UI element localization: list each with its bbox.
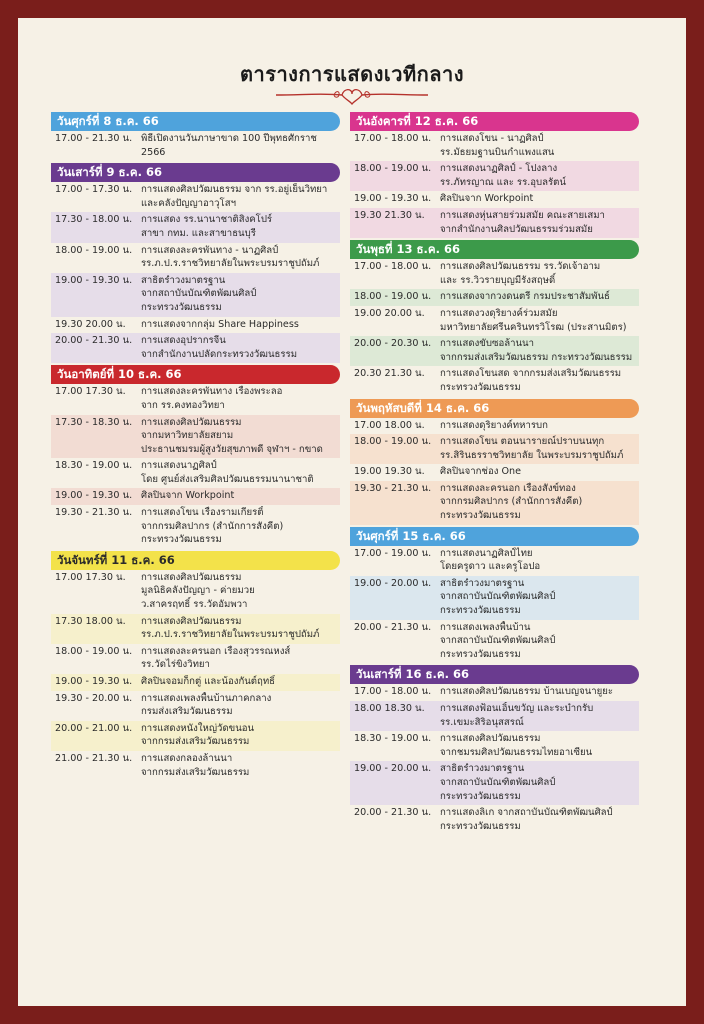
- event-time: 20.00 - 21.30 น.: [354, 807, 432, 819]
- schedule-row: [350, 259, 639, 289]
- event-time: 19.00 - 19.30 น.: [354, 193, 432, 205]
- event-time: 17.00 18.00 น.: [354, 419, 425, 431]
- event-description: สาธิตรำวงมาตรฐาน จากสถาบันบัณฑิตพัฒนศิลป์ กระทรวงวัฒนธรรม: [440, 577, 556, 617]
- schedule-row: [51, 614, 340, 644]
- event-time: 19.30 20.00 น.: [55, 318, 126, 330]
- schedule-sheet: [18, 18, 686, 1006]
- schedule-row: [51, 131, 340, 161]
- event-description: การแสดงเพลงพื้นบ้าน จากสถาบันบัณฑิตพัฒนศิลป์ กระทรวงวัฒนธรรม: [440, 621, 556, 660]
- event-time: 20.00 - 21.30 น.: [354, 621, 432, 633]
- schedule-row: [51, 570, 340, 614]
- schedule-row: [51, 212, 340, 242]
- event-time: 18.00 - 19.00 น.: [354, 163, 432, 175]
- event-time: 19.00 20.00 น.: [354, 307, 425, 319]
- day-section: [51, 112, 340, 161]
- schedule-row: [350, 731, 639, 761]
- event-time: 19.00 - 20.00 น.: [354, 577, 432, 589]
- event-time: 17.00 - 17.30 น.: [55, 184, 133, 196]
- event-description: ศิลปินจากช่อง One: [440, 466, 521, 478]
- schedule-row: [51, 691, 340, 721]
- schedule-row: [51, 243, 340, 273]
- event-description: ศิลปินจอมก็กตู่ และน้องกันต์ฤทธิ์: [141, 676, 276, 687]
- event-time: 20.00 - 21.30 น.: [55, 335, 133, 347]
- schedule-row: [350, 464, 639, 481]
- day-section: [350, 665, 639, 835]
- event-time: 17.00 - 18.00 น.: [354, 686, 432, 698]
- event-description: การแสดงนาฏศิลป์ โดย ศูนย์ส่งเสริมศิลปวัฒนธรรมนานาชาติ: [141, 460, 314, 485]
- day-section: [350, 240, 639, 396]
- schedule-row: [51, 721, 340, 751]
- flourish-ornament-icon: [272, 84, 432, 106]
- event-time: 20.00 - 21.00 น.: [55, 722, 133, 734]
- day-section: [350, 112, 639, 238]
- event-time: 17.00 17.30 น.: [55, 386, 126, 398]
- schedule-row: [350, 418, 639, 435]
- schedule-row: [51, 458, 340, 488]
- event-time: 17.30 - 18.30 น.: [55, 416, 133, 428]
- event-description: การแสดงจากวงดนตรี กรมประชาสัมพันธ์: [440, 291, 610, 303]
- schedule-row: [350, 131, 639, 161]
- day-header: วันเสาร์ที่ 9 ธ.ค. 66: [51, 163, 340, 182]
- event-description: การแสดงละครนอก เรื่องสุวรรณหงส์ รร.วัดไร่ขิงวิทยา: [141, 645, 291, 671]
- event-description: การแสดงศิลปวัฒนธรรม มูลนิธิคลังปัญญา - ค่ายมวย ว.สาครฤทธิ์ รร.วัดอัมพวา: [141, 571, 255, 611]
- event-description: การแสดงโขน เรื่องรามเกียรติ์ จากกรมศิลปากร (สำนักการสังคีต) กระทรวงวัฒนธรรม: [141, 507, 284, 546]
- schedule-row: [350, 434, 639, 464]
- schedule-row: [350, 805, 639, 835]
- day-section: [51, 365, 340, 549]
- schedule-row: [350, 289, 639, 306]
- event-description: สาธิตรำวงมาตรฐาน จากสถาบันบัณฑิตพัฒนศิลป์ กระทรวงวัฒนธรรม: [440, 763, 556, 802]
- event-time: 17.30 - 18.00 น.: [55, 214, 133, 226]
- event-description: การแสดงขับซอล้านนา จากกรมส่งเสริมวัฒนธรรม กระทรวงวัฒนธรรม: [440, 338, 633, 363]
- day-header: วันเสาร์ที่ 16 ธ.ค. 66: [350, 665, 639, 684]
- event-description: สาธิตรำวงมาตรฐาน จากสถาบันบัณฑิตพัฒนศิลป์ กระทรวงวัฒนธรรม: [141, 274, 257, 313]
- event-description: การแสดงละครนอก เรื่องสังข์ทอง จากกรมศิลปากร (สำนักการสังคีต) กระทรวงวัฒนธรรม: [440, 482, 583, 522]
- event-description: พิธีเปิดงานวันภาษาขาด 100 ปีพุทธศักราช 2566: [141, 133, 317, 158]
- schedule-row: [51, 182, 340, 212]
- event-description: ศิลปินจาก Workpoint: [440, 193, 534, 205]
- schedule-row: [350, 161, 639, 191]
- event-time: 17.00 17.30 น.: [55, 571, 126, 583]
- schedule-row: [51, 505, 340, 549]
- event-description: การแสดงศิลปวัฒนธรรม รร.วัดเจ้าอาม และ รร.วิวรายบุญมีรังสฤษดิ์: [440, 261, 601, 286]
- schedule-row: [350, 366, 639, 396]
- day-section: [51, 163, 340, 363]
- event-time: 21.00 - 21.30 น.: [55, 752, 133, 764]
- schedule-row: [350, 684, 639, 701]
- day-header: วันจันทร์ที่ 11 ธ.ค. 66: [51, 551, 340, 570]
- event-time: 19.30 - 21.30 น.: [354, 482, 432, 494]
- day-header: วันอาทิตย์ที่ 10 ธ.ค. 66: [51, 365, 340, 384]
- event-description: การแสดงจากกลุ่ม Share Happiness: [141, 318, 299, 330]
- event-description: การแสดงละครพันทาง เรื่องพระลอ จาก รร.คงทองวิทยา: [141, 386, 283, 411]
- event-description: การแสดงศิลปวัฒนธรรม รร.ภ.ป.ร.ราชวิทยาลัยในพระบรมราชูปถัมภ์: [141, 615, 320, 641]
- event-description: การแสดงลิเก จากสถาบันบัณฑิตพัฒนศิลป์ กระทรวงวัฒนธรรม: [440, 807, 613, 832]
- event-time: 19.30 - 20.00 น.: [55, 692, 133, 704]
- schedule-row: [51, 415, 340, 459]
- event-time: 20.30 21.30 น.: [354, 368, 425, 380]
- schedule-row: [350, 701, 639, 731]
- event-description: การแสดงดุริยางค์ทหารบก: [440, 419, 548, 431]
- event-time: 17.30 18.00 น.: [55, 615, 126, 627]
- event-description: การแสดงวงดุริยางค์ร่วมสมัย มหาวิทยาลัยศรีนครินทรวิโรฒ (ประสานมิตร): [440, 307, 627, 333]
- day-section: [350, 399, 639, 525]
- schedule-row: [51, 674, 340, 691]
- schedule-row: [350, 208, 639, 238]
- schedule-row: [51, 751, 340, 781]
- schedule-row: [51, 273, 340, 317]
- event-description: การแสดงหนังใหญ่วัดขนอน จากกรมส่งเสริมวัฒนธรรม: [141, 722, 255, 748]
- event-time: 19.30 21.30 น.: [354, 209, 425, 221]
- schedule-row: [51, 644, 340, 674]
- schedule-row: [51, 488, 340, 505]
- event-time: 18.00 - 19.00 น.: [354, 291, 432, 303]
- event-description: การแสดงศิลปวัฒนธรรม จากชมรมศิลปวัฒนธรรมไทยอาเซียน: [440, 733, 593, 758]
- event-time: 19.00 - 19.30 น.: [55, 490, 133, 502]
- event-description: การแสดง รร.นานาชาติสิงคโปร์ สาขา กทม. และสาขาธนบุรี: [141, 214, 273, 239]
- event-description: การแสดงศิลปวัฒนธรรม จาก รร.อยู่เย็นวิทยา และคลังปัญญาอาวุโสฯ: [141, 184, 328, 209]
- day-header: วันศุกร์ที่ 8 ธ.ค. 66: [51, 112, 340, 131]
- event-time: 18.00 - 19.00 น.: [55, 244, 133, 256]
- event-description: การแสดงนาฏศิลป์ไทย โดยครูดาว และครูโอปอ: [440, 547, 541, 573]
- event-description: การแสดงหุ่นสายร่วมสมัย คณะสายเสมา จากสำนักงานศิลปวัฒนธรรมร่วมสมัย: [440, 209, 605, 235]
- event-description: การแสดงฟ้อนเอิ้นขวัญ และระบำกรับ รร.เขมะสิริอนุสสรณ์: [440, 703, 594, 728]
- schedule-row: [350, 336, 639, 366]
- page-title: ตารางการแสดงเวทีกลาง: [239, 62, 464, 86]
- left-column: [51, 110, 340, 781]
- schedule-row: [350, 306, 639, 336]
- day-header: วันศุกร์ที่ 15 ธ.ค. 66: [350, 527, 639, 546]
- event-time: 19.00 - 20.00 น.: [354, 763, 432, 775]
- right-column: [350, 110, 639, 835]
- schedule-row: [350, 546, 639, 576]
- event-time: 19.00 19.30 น.: [354, 466, 425, 478]
- event-description: การแสดงโขนสด จากกรมส่งเสริมวัฒนธรรม กระทรวงวัฒนธรรม: [440, 368, 622, 393]
- event-time: 17.00 - 21.30 น.: [55, 133, 133, 144]
- event-description: การแสดงศิลปวัฒนธรรม บ้านเบญจนายูยะ: [440, 686, 614, 698]
- event-description: การแสดงอุปรากรจีน จากสำนักงานปลัดกระทรวงวัฒนธรรม: [141, 335, 298, 360]
- event-description: การแสดงโขน - นาฏศิลป์ รร.มัธยมฐานบินกำแพงแสน: [440, 133, 555, 158]
- day-header: วันอังคารที่ 12 ธ.ค. 66: [350, 112, 639, 131]
- schedule-row: [350, 576, 639, 620]
- event-description: การแสดงกลองล้านนา จากกรมส่งเสริมวัฒนธรรม: [141, 752, 250, 778]
- event-time: 18.30 - 19.00 น.: [354, 733, 432, 745]
- event-time: 17.00 - 19.00 น.: [354, 547, 432, 559]
- event-time: 18.00 - 19.00 น.: [354, 436, 432, 448]
- event-time: 17.00 - 18.00 น.: [354, 261, 432, 273]
- event-description: ศิลปินจาก Workpoint: [141, 490, 235, 502]
- schedule-row: [350, 620, 639, 664]
- day-header: วันพฤหัสบดีที่ 14 ธ.ค. 66: [350, 399, 639, 418]
- event-time: 18.00 - 19.00 น.: [55, 645, 133, 657]
- schedule-row: [350, 761, 639, 805]
- event-description: การแสดงโขน ตอนนารายณ์ปราบนนทุก รร.สิรินธรราชวิทยาลัย ในพระบรมราชูปถัมภ์: [440, 436, 624, 461]
- schedule-row: [350, 191, 639, 208]
- day-section: [350, 527, 639, 664]
- event-time: 20.00 - 20.30 น.: [354, 338, 432, 350]
- event-description: การแสดงศิลปวัฒนธรรม จากมหาวิทยาลัยสยาม ประธานชมรมผู้สูงวัยสุขภาพดี จุฬาฯ - กขาด: [141, 416, 323, 455]
- schedule-row: [350, 481, 639, 525]
- event-time: 19.30 - 21.30 น.: [55, 507, 133, 519]
- event-description: การแสดงละครพันทาง - นาฏศิลป์ รร.ภ.ป.ร.ราชวิทยาลัยในพระบรมราชูปถัมภ์: [141, 244, 320, 270]
- schedule-row: [51, 333, 340, 363]
- event-time: 18.00 18.30 น.: [354, 703, 425, 714]
- day-section: [51, 551, 340, 781]
- event-description: การแสดงนาฏศิลป์ - โปงลาง รร.ภัทรญาณ และ รร.อุบลรัตน์: [440, 163, 566, 188]
- schedule-row: [51, 317, 340, 334]
- event-time: 19.00 - 19.30 น.: [55, 676, 133, 687]
- event-time: 19.00 - 19.30 น.: [55, 274, 133, 286]
- schedule-row: [51, 384, 340, 414]
- event-description: การแสดงเพลงพื้นบ้านภาคกลาง กรมส่งเสริมวัฒนธรรม: [141, 692, 272, 718]
- event-time: 17.00 - 18.00 น.: [354, 133, 432, 144]
- event-time: 18.30 - 19.00 น.: [55, 460, 133, 472]
- day-header: วันพุธที่ 13 ธ.ค. 66: [350, 240, 639, 259]
